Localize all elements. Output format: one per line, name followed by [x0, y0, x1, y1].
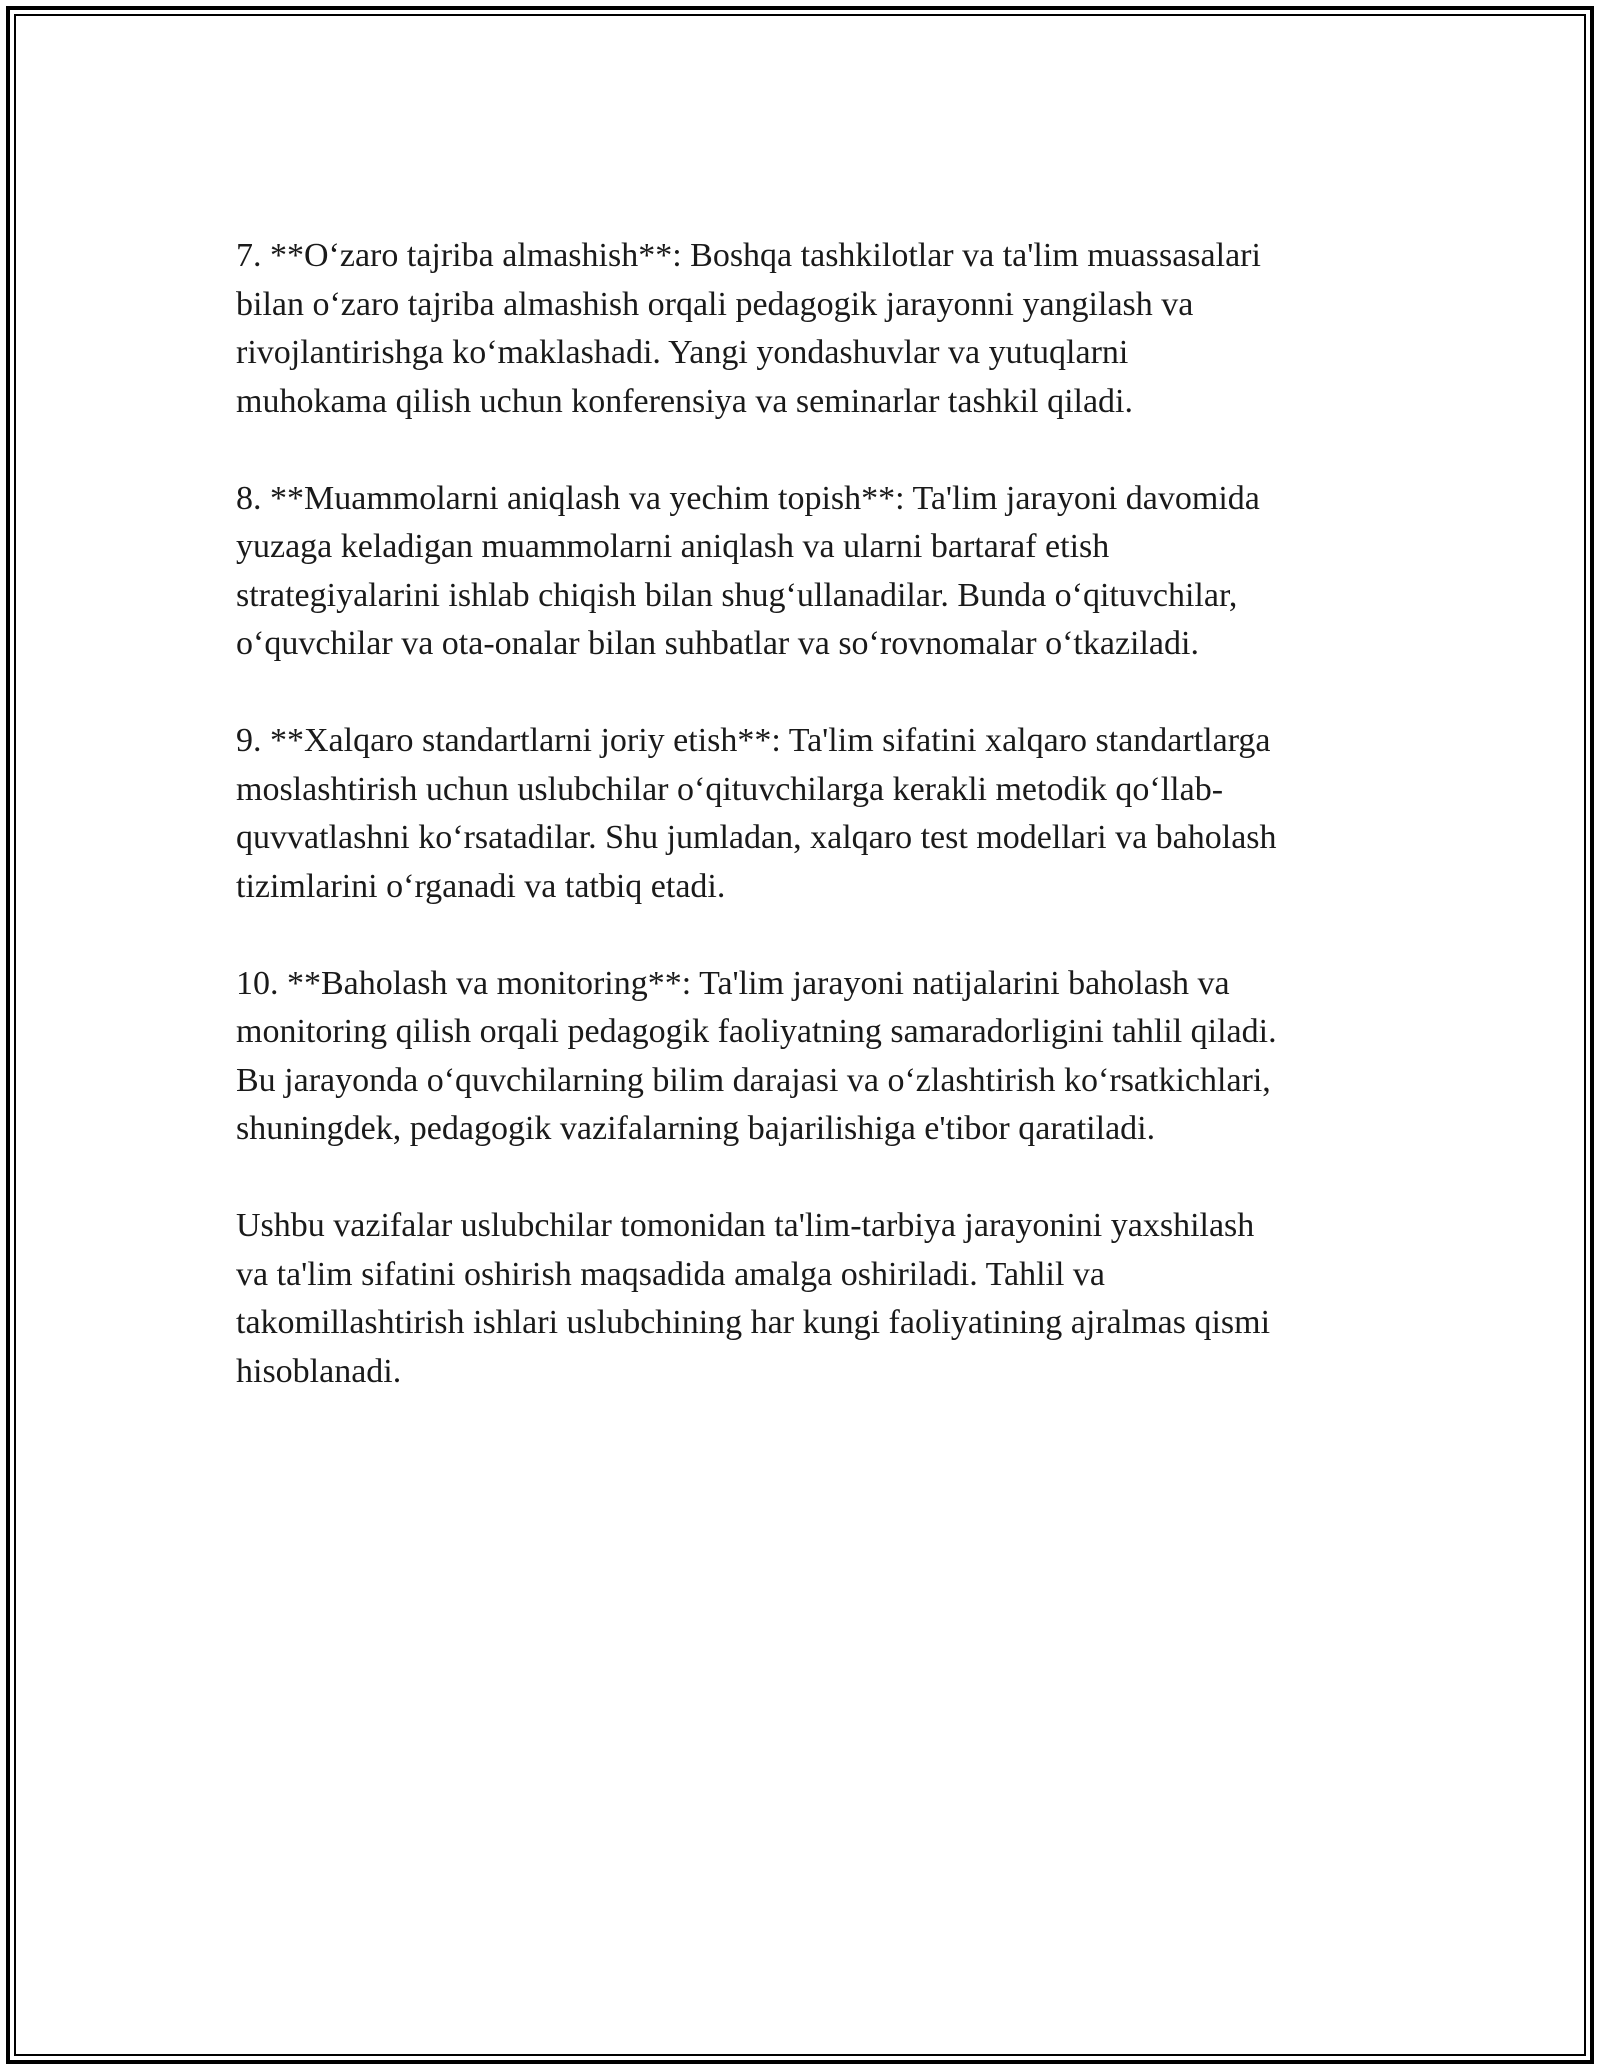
text-line: Bu jarayonda o‘quvchilarning bilim darajasi va o‘zlashtirish ko‘rsatkichlari,	[236, 1061, 1271, 1099]
text-line: 10. **Baholash va monitoring**: Ta'lim jarayoni natijalarini baholash va	[236, 964, 1230, 1002]
text-line: va ta'lim sifatini oshirish maqsadida amalga oshiriladi. Tahlil va	[236, 1255, 1105, 1293]
text-line: muhokama qilish uchun konferensiya va seminarlar tashkil qiladi.	[236, 382, 1133, 420]
paragraph-item-7	[236, 232, 1376, 426]
paragraph-item-10	[236, 960, 1376, 1154]
text-line: tizimlarini o‘rganadi va tatbiq etadi.	[236, 867, 726, 905]
paragraph-summary	[236, 1202, 1376, 1396]
text-line: 8. **Muammolarni aniqlash va yechim topish**: Ta'lim jarayoni davomida	[236, 479, 1260, 517]
text-line: monitoring qilish orqali pedagogik faoliyatning samaradorligini tahlil qiladi.	[236, 1013, 1277, 1050]
text-line: moslashtirish uchun uslubchilar o‘qituvchilarga kerakli metodik qo‘llab-	[236, 770, 1224, 808]
text-line: 7. **O‘zaro tajriba almashish**: Boshqa tashkilotlar va ta'lim muassasalari	[236, 237, 1261, 274]
paragraph-item-9	[236, 717, 1376, 911]
document-body	[236, 232, 1376, 1445]
text-line: shuningdek, pedagogik vazifalarning bajarilishiga e'tibor qaratiladi.	[236, 1110, 1156, 1147]
text-line: takomillashtirish ishlari uslubchining har kungi faoliyatining ajralmas qismi	[236, 1304, 1271, 1341]
text-line: rivojlantirishga ko‘maklashadi. Yangi yondashuvlar va yutuqlarni	[236, 334, 1129, 371]
text-line: bilan o‘zaro tajriba almashish orqali pedagogik jarayonni yangilash va	[236, 285, 1194, 323]
text-line: strategiyalarini ishlab chiqish bilan shug‘ullanadilar. Bunda o‘qituvchilar,	[236, 576, 1238, 614]
text-line: Ushbu vazifalar uslubchilar tomonidan ta'lim-tarbiya jarayonini yaxshilash	[236, 1207, 1255, 1244]
text-line: yuzaga keladigan muammolarni aniqlash va ularni bartaraf etish	[236, 528, 1110, 565]
text-line: quvvatlashni ko‘rsatadilar. Shu jumladan, xalqaro test modellari va baholash	[236, 819, 1277, 856]
text-line: hisoblanadi.	[236, 1352, 402, 1390]
text-line: o‘quvchilar va ota-onalar bilan suhbatlar va so‘rovnomalar o‘tkaziladi.	[236, 625, 1199, 662]
paragraph-item-8	[236, 475, 1376, 669]
text-line: 9. **Xalqaro standartlarni joriy etish**: Ta'lim sifatini xalqaro standartlarga	[236, 722, 1271, 759]
